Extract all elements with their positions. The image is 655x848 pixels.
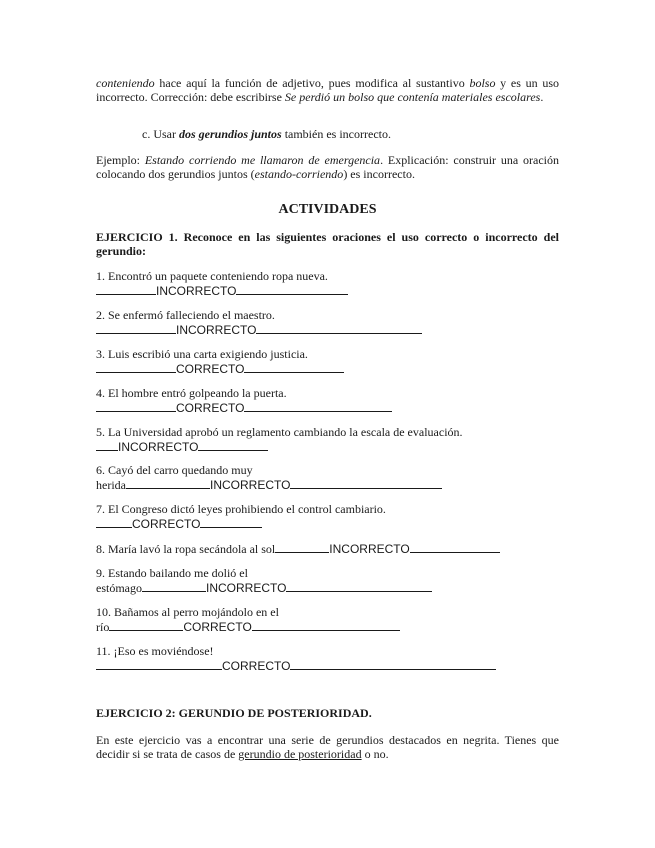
text: hace aquí la función de adjetivo, pues modifica al sustantivo bbox=[154, 76, 470, 90]
item-sentence: 10. Bañamos al perro mojándolo en el bbox=[96, 605, 279, 619]
text: c. Usar bbox=[142, 127, 179, 141]
item-answer: INCORRECTO bbox=[209, 478, 291, 492]
answer-blank[interactable] bbox=[96, 658, 222, 670]
answer-blank[interactable] bbox=[236, 283, 348, 295]
item-answer: INCORRECTO bbox=[206, 581, 287, 595]
exercise-item bbox=[96, 566, 432, 595]
answer-blank[interactable] bbox=[244, 361, 344, 373]
item-sentence: 4. El hombre entró golpeando la puerta. bbox=[96, 386, 287, 400]
answer-blank[interactable] bbox=[96, 322, 176, 334]
item-answer: CORRECTO bbox=[132, 517, 201, 531]
answer-blank[interactable] bbox=[410, 541, 500, 553]
item-sentence: 2. Se enfermó falleciendo el maestro. bbox=[96, 308, 275, 322]
item-sentence: 9. Estando bailando me dolió el bbox=[96, 566, 248, 580]
exercise-item bbox=[96, 605, 400, 634]
text: . bbox=[540, 90, 544, 104]
answer-blank[interactable] bbox=[126, 477, 210, 489]
italic-term: bolso bbox=[469, 76, 496, 90]
item-sentence: 11. ¡Eso es moviéndose! bbox=[96, 644, 214, 658]
exercise-item bbox=[96, 347, 344, 376]
item-sentence-cont: río bbox=[96, 620, 110, 634]
intro-paragraph bbox=[96, 76, 559, 104]
answer-blank[interactable] bbox=[286, 580, 432, 592]
activities-title: ACTIVIDADES bbox=[278, 202, 377, 217]
italic-correction: Se perdió un bolso que contenía materiales escolares bbox=[284, 90, 541, 104]
text: Ejemplo: bbox=[96, 153, 145, 167]
rule-c bbox=[142, 127, 559, 141]
exercise-item bbox=[96, 269, 348, 298]
text: o no. bbox=[361, 747, 389, 761]
item-answer: INCORRECTO bbox=[118, 440, 199, 454]
item-sentence-cont: estómago bbox=[96, 581, 142, 595]
bold-term: dos gerundios juntos bbox=[178, 127, 282, 141]
example-paragraph bbox=[96, 153, 559, 181]
answer-blank[interactable] bbox=[275, 541, 329, 553]
answer-blank[interactable] bbox=[96, 439, 118, 451]
item-answer: INCORRECTO bbox=[329, 542, 410, 556]
exercise-item bbox=[96, 644, 496, 673]
answer-blank[interactable] bbox=[244, 400, 392, 412]
item-answer: CORRECTO bbox=[183, 620, 252, 634]
posterioridad-link[interactable]: gerundio de posterioridad bbox=[238, 747, 362, 761]
exercise2-paragraph bbox=[96, 733, 559, 761]
item-answer: CORRECTO bbox=[176, 362, 245, 376]
exercise-item bbox=[96, 386, 392, 415]
exercise-item bbox=[96, 308, 422, 337]
exercise2-heading: EJERCICIO 2: GERUNDIO DE POSTERIORIDAD. bbox=[96, 706, 372, 720]
item-sentence: 3. Luis escribió una carta exigiendo justicia. bbox=[96, 347, 308, 361]
answer-blank[interactable] bbox=[109, 619, 183, 631]
exercise-item bbox=[96, 463, 442, 492]
italic-term: estando-corriendo bbox=[254, 167, 344, 181]
item-sentence: 8. María lavó la ropa secándola al sol bbox=[96, 542, 276, 556]
answer-blank[interactable] bbox=[96, 283, 156, 295]
item-answer: CORRECTO bbox=[176, 401, 245, 415]
answer-blank[interactable] bbox=[96, 516, 132, 528]
italic-term: conteniendo bbox=[96, 76, 155, 90]
text: y es un uso incorrecto. Corrección: debe escribirse bbox=[96, 76, 559, 104]
item-sentence-cont: herida bbox=[96, 478, 126, 492]
answer-blank[interactable] bbox=[256, 322, 422, 334]
answer-blank[interactable] bbox=[96, 361, 176, 373]
item-answer: INCORRECTO bbox=[156, 284, 237, 298]
text: . Explicación: construir una oración colocando dos gerundios juntos ( bbox=[96, 153, 559, 181]
answer-blank[interactable] bbox=[142, 580, 206, 592]
italic-example: Estando corriendo me llamaron de emergencia bbox=[144, 153, 381, 167]
item-answer: CORRECTO bbox=[222, 659, 291, 673]
item-sentence: 7. El Congreso dictó leyes prohibiendo el control cambiario. bbox=[96, 502, 386, 516]
item-sentence: 6. Cayó del carro quedando muy bbox=[96, 463, 253, 477]
text: también es incorrecto. bbox=[281, 127, 391, 141]
answer-blank[interactable] bbox=[96, 400, 176, 412]
answer-blank[interactable] bbox=[290, 658, 496, 670]
text: ) es incorrecto. bbox=[343, 167, 415, 181]
text: En este ejercicio vas a encontrar una serie de gerundios destacados en negrita. Tienes que decidir si se trata de casos de bbox=[96, 733, 559, 761]
item-answer: INCORRECTO bbox=[176, 323, 257, 337]
exercise-item bbox=[96, 541, 500, 556]
exercise1-heading: EJERCICIO 1. Reconoce en las siguientes oraciones el uso correcto o incorrecto del gerundio: bbox=[96, 230, 559, 258]
item-sentence: 5. La Universidad aprobó un reglamento cambiando la escala de evaluación. bbox=[96, 425, 463, 439]
answer-blank[interactable] bbox=[252, 619, 400, 631]
answer-blank[interactable] bbox=[290, 477, 442, 489]
answer-blank[interactable] bbox=[198, 439, 268, 451]
exercise-item bbox=[96, 502, 386, 531]
answer-blank[interactable] bbox=[200, 516, 262, 528]
exercise-item bbox=[96, 425, 463, 454]
item-sentence: 1. Encontró un paquete conteniendo ropa nueva. bbox=[96, 269, 328, 283]
